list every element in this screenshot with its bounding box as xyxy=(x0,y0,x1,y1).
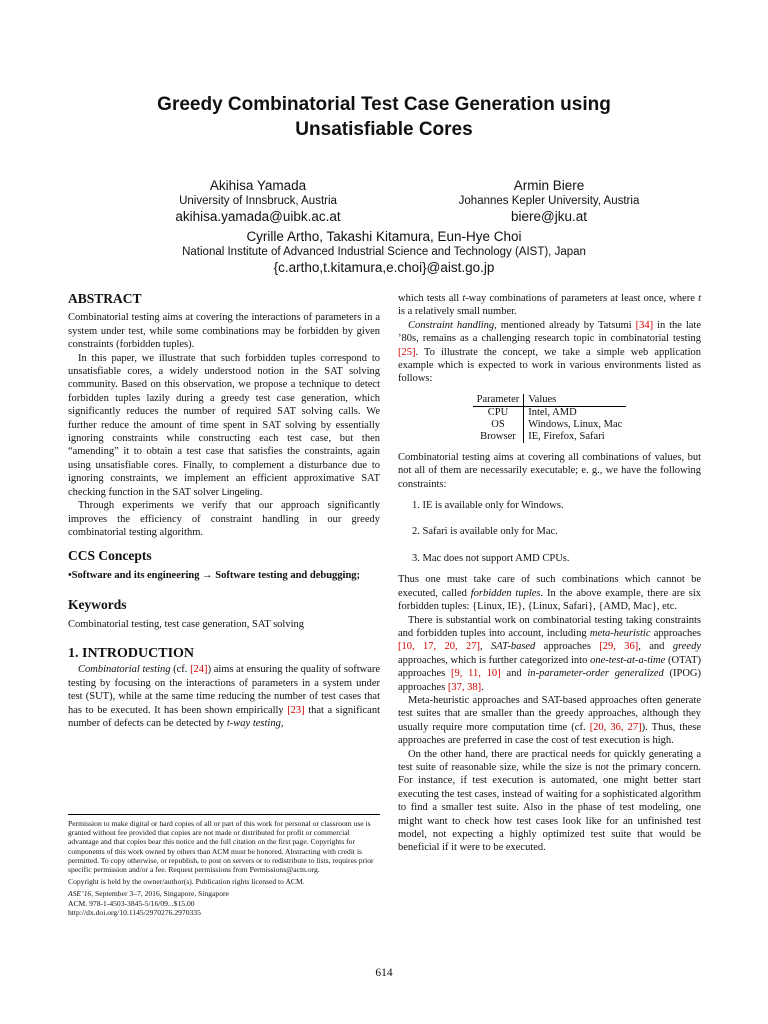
right-paragraph-1 xyxy=(398,292,701,319)
text: . xyxy=(481,681,484,693)
copyright-block xyxy=(68,814,380,917)
citation-link[interactable]: [24] xyxy=(190,664,208,676)
page-number: 614 xyxy=(375,967,393,979)
text: , and xyxy=(638,641,673,653)
term: Constraint handling, xyxy=(408,319,497,331)
intro-paragraph-1 xyxy=(68,663,380,730)
citation-link[interactable]: [25] xyxy=(398,346,416,358)
right-column xyxy=(398,292,701,855)
venue-details: September 3–7, 2016, Singapore, Singapore xyxy=(93,889,229,899)
author-affiliation: Johannes Kepler University, Austria xyxy=(458,195,640,207)
term: one-test-at-a-time xyxy=(590,654,666,666)
keywords-heading: Keywords xyxy=(68,597,127,613)
text: ). Thus, these approaches are preferred in case the cost of test execution is high. xyxy=(398,721,701,747)
term: meta-heuristic xyxy=(589,627,651,639)
paper-title xyxy=(60,92,708,142)
text: . In the above example, there are six forbidden tuples: {Linux, IE}, {Linux, Safari}, {AMD, Mac}, etc. xyxy=(398,587,701,613)
var-t: t xyxy=(698,293,701,304)
intro-text: ) aims at ensuring the quality of software testing by focusing on the interactions of parameters in a system under test (SUT), while at the same time reducing the number of test cases that has to be executed. It has been shown empirically xyxy=(68,664,381,716)
term: forbidden tuples xyxy=(470,587,541,599)
intro-text: that a significant number of defects can be detected by xyxy=(68,704,380,729)
intro-text: (cf. xyxy=(170,664,191,676)
text: approaches xyxy=(650,627,701,639)
intro-term: Combinatorial testing xyxy=(78,664,171,676)
author-email: {c.artho,t.kitamura,e.choi}@aist.go.jp xyxy=(273,260,495,275)
author-affiliation: University of Innsbruck, Austria xyxy=(179,195,337,207)
author-name: Armin Biere xyxy=(513,178,585,193)
text: mentioned already by Tatsumi xyxy=(496,319,636,331)
solver-name: Lingeling xyxy=(221,486,260,498)
table-cell: Windows, Linux, Mac xyxy=(528,418,623,430)
abstract-paragraph-3: Through experiments we verify that our approach significantly improves the efficiency of constraint handling in our greedy combinatorial testing algorithm. xyxy=(68,500,380,538)
venue-name: ASE’16, xyxy=(68,889,94,899)
citation-link[interactable]: [29, 36] xyxy=(599,641,639,653)
column-header: Values xyxy=(524,394,627,407)
copyright-notice: Copyright is held by the owner/author(s). Publication rights licensed to ACM. xyxy=(68,877,305,887)
table-row xyxy=(473,431,627,443)
list-item: 1. IE is available only for Windows. xyxy=(412,500,564,512)
text: in the late ’80s, remains as a challenging research topic in combinatorial testing xyxy=(398,319,702,345)
right-paragraph-7: On the other hand, there are practical needs for quickly generating a test suite of reasonable size, while the size is not the primary concern. For instance, if test execution is automated, one might better start executing the test cases, instead of waiting for a sophisticated algorithm to find a smaller test suite. Also in the phase of test modeling, one might want to check how test cases look like for an unfinished test model, not expecting a highly optimized test suite that would be beneficial if it were to be executed. xyxy=(398,748,701,854)
ccs-heading: CCS Concepts xyxy=(68,548,152,564)
text: Meta-heuristic approaches and SAT-based approaches often generate test suites that are smaller than the greedy approaches, although they usually require more computation time (cf. xyxy=(398,694,701,733)
text: (IPOG) approaches xyxy=(398,668,701,693)
text: , xyxy=(479,641,491,653)
author-2 xyxy=(390,177,708,225)
table-cell: Intel, AMD xyxy=(528,406,577,418)
citation-link[interactable]: [23] xyxy=(287,704,305,716)
list-item: 3. Mac does not support AMD CPUs. xyxy=(412,552,570,564)
citation-link[interactable]: [37, 38] xyxy=(447,681,482,693)
permission-notice: Permission to make digital or hard copies of all or part of this work for personal or classroom use is granted without fee provided that copies are not made or distributed for profit or commercial advantage and that copies bear this notice and the full citation on the first page. Copyrights for components of this work owned by others than ACM must be honored. Abstracting with credit is permitted. To copy otherwise, or republish, to post on servers or to redistribute to lists, requires prior specific permission and/or a fee. Request permissions from Permissions@acm.org. xyxy=(68,819,374,875)
citation-link[interactable]: [20, 36, 27] xyxy=(589,721,642,733)
abstract-text: In this paper, we illustrate that such forbidden tuples correspond to unsatisfiable cores, a widely understood notion in the SAT solving community. Based on this observation, we propose a technique to detect forbidden tuples lazily during a greedy test case generation, which significantly reduces the number of required SAT solving calls. We further reduce the amount of time spent in SAT solving by essentially ignoring constraints while constructing each test case, but then “amending” it to obtain a test case that satisfies the constraints, again using unsatisfiable cores. Finally, to complement a disturbance due to ignoring constraints, we implement an efficient approximative SAT checking function in the SAT solver xyxy=(68,352,380,498)
right-paragraph-5 xyxy=(398,614,701,694)
keywords-text: Combinatorial testing, test case generation, SAT solving xyxy=(68,618,305,630)
text: which tests all xyxy=(398,293,463,304)
author-name: Cyrille Artho, Takashi Kitamura, Eun-Hye Choi xyxy=(246,229,522,244)
right-paragraph-2 xyxy=(398,319,701,386)
author-affiliation: National Institute of Advanced Industrial Science and Technology (AIST), Japan xyxy=(182,246,586,258)
author-1 xyxy=(98,177,418,225)
isbn-line: ACM. 978-1-4503-3845-5/16/09...$15.00 xyxy=(68,898,195,908)
citation-link[interactable]: [10, 17, 20, 27] xyxy=(398,641,480,653)
text: Thus one must take care of such combinations which cannot be executed, called xyxy=(398,574,701,599)
constraint-list xyxy=(398,499,701,565)
list-item: 2. Safari is available only for Mac. xyxy=(412,526,558,538)
author-3 xyxy=(60,228,708,276)
author-email: biere@jku.at xyxy=(511,209,587,224)
doi-link[interactable]: http://dx.doi.org/10.1145/2970276.2970335 xyxy=(68,907,201,917)
text: and xyxy=(500,668,528,680)
text: approaches, which is further categorized into xyxy=(398,654,591,666)
term: SAT-based xyxy=(490,641,536,653)
text: . To illustrate the concept, we take a simple web application example which is expected to work in various environments listed as follows: xyxy=(398,346,701,385)
intro-term: t-way testing, xyxy=(226,717,284,729)
right-paragraph-3: Combinatorial testing aims at covering all combinations of values, but not all of them are necessarily executable; e. g., we have the following constraints: xyxy=(398,451,701,490)
text: There is substantial work on combinatorial testing taking constraints and forbidden tuples into account, including xyxy=(398,614,701,639)
parameter-table xyxy=(473,394,627,443)
citation-link[interactable]: [9, 11, 10] xyxy=(451,668,501,680)
venue-line xyxy=(68,889,380,898)
abstract-paragraph-2 xyxy=(68,352,380,499)
table-cell: IE, Firefox, Safari xyxy=(528,430,605,442)
text: (OTAT) approaches xyxy=(398,654,701,680)
right-paragraph-6 xyxy=(398,694,701,748)
abstract-paragraph-1: Combinatorial testing aims at covering the interactions of parameters in a system under test, while some combinations may be forbidden by given constraints (forbidden tuples). xyxy=(68,312,380,351)
author-name: Akihisa Yamada xyxy=(209,178,307,193)
text: -way combinations of parameters at least once, where xyxy=(465,293,699,304)
right-paragraph-4 xyxy=(398,573,701,613)
term: in-parameter-order generalized xyxy=(527,668,664,680)
var-t: t xyxy=(462,293,466,304)
table-cell: Browser xyxy=(473,431,524,443)
title-line-2: Unsatisfiable Cores xyxy=(295,119,473,140)
table-cell: CPU xyxy=(473,406,524,419)
text: approaches xyxy=(535,641,600,653)
left-column xyxy=(68,292,380,730)
column-header: Parameter xyxy=(473,394,524,407)
ccs-text: •Software and its engineering → Software testing and debugging; xyxy=(68,569,361,581)
introduction-heading: 1. INTRODUCTION xyxy=(68,645,195,661)
text: is a relatively small number. xyxy=(398,306,517,318)
citation-link[interactable]: [34] xyxy=(635,319,654,331)
abstract-text-end: . xyxy=(259,486,263,498)
abstract-heading: ABSTRACT xyxy=(68,291,142,306)
term: greedy xyxy=(672,641,701,653)
author-email: akihisa.yamada@uibk.ac.at xyxy=(175,209,341,224)
table-cell: OS xyxy=(473,419,524,431)
table-row xyxy=(473,406,627,419)
title-line-1: Greedy Combinatorial Test Case Generation using xyxy=(157,94,611,115)
table-row xyxy=(473,419,627,431)
table-header-row xyxy=(473,394,627,407)
